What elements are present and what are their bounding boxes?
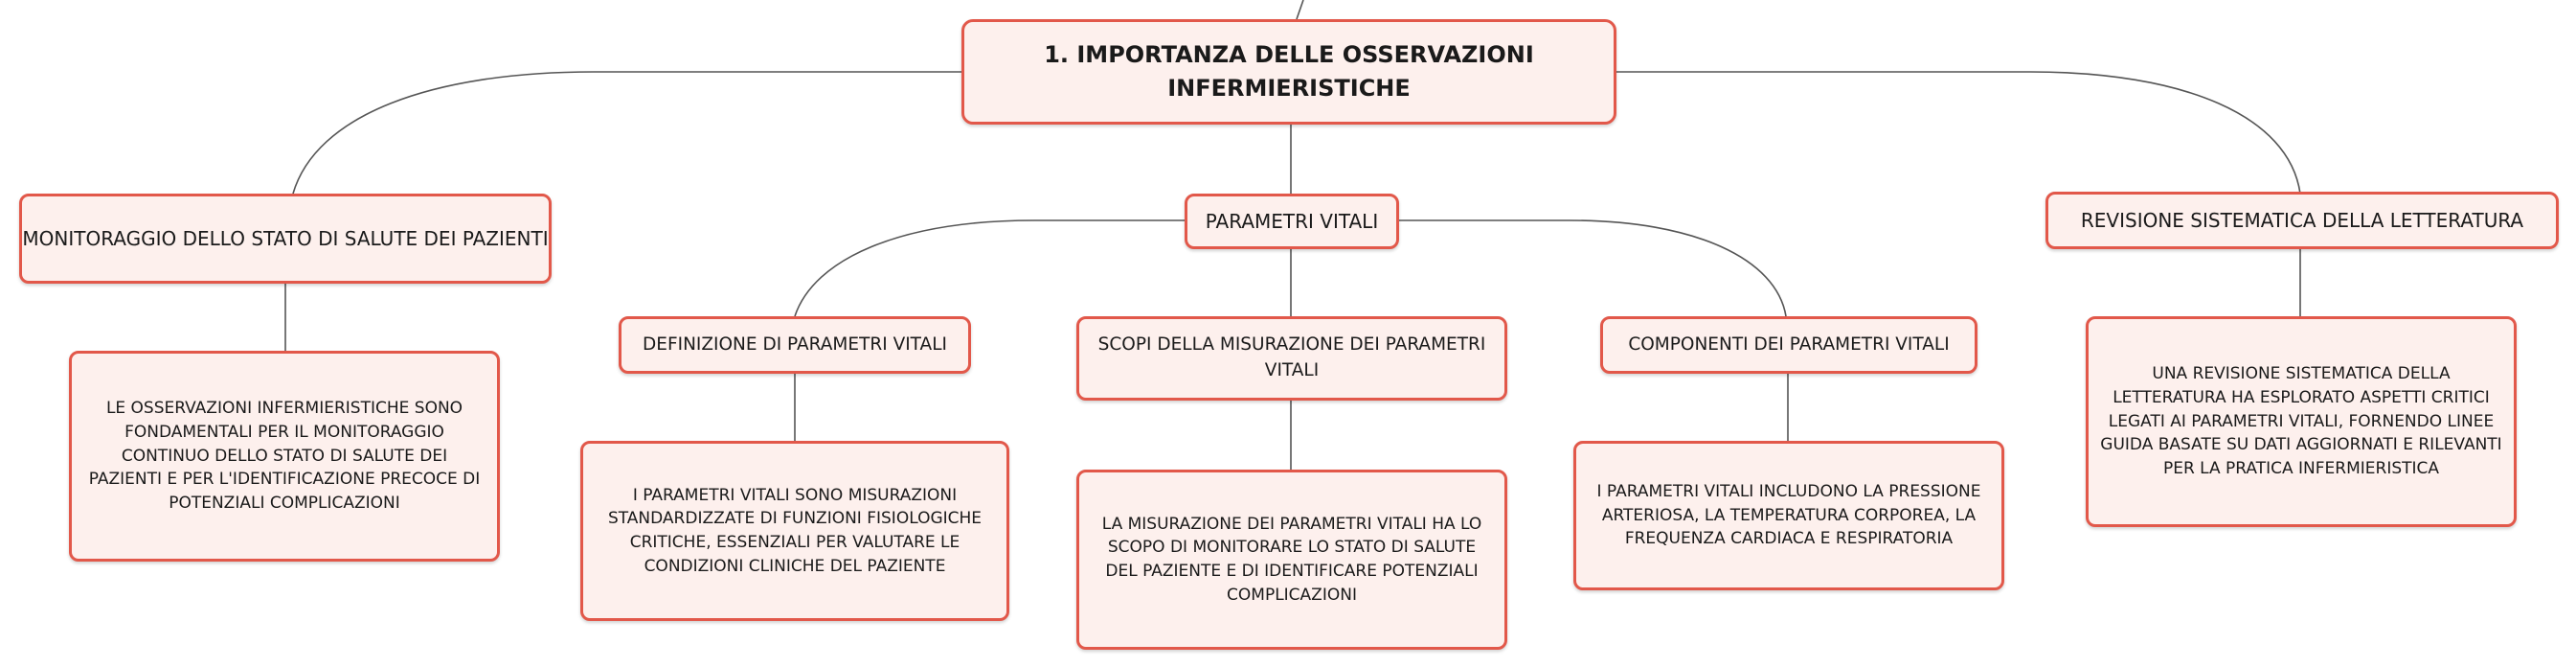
note-scopi[interactable] [1076, 470, 1507, 650]
topic-scopi-label: SCOPI DELLA MISURAZIONE DEI PARAMETRI VITALI [1097, 334, 1486, 380]
topic-definizione[interactable] [619, 316, 971, 374]
topic-parametri-vitali-label: PARAMETRI VITALI [1205, 209, 1379, 233]
note-componenti-text: I PARAMETRI VITALI INCLUDONO LA PRESSIONE ARTERIOSA, LA TEMPERATURA CORPOREA, LA FREQUENZA CARDIACA E RESPIRATORIA [1596, 482, 1981, 549]
topic-parametri-vitali[interactable] [1185, 194, 1399, 249]
note-revisione-text: UNA REVISIONE SISTEMATICA DELLA LETTERATURA HA ESPLORATO ASPETTI CRITICI LEGATI AI PARAMETRI VITALI, FORNENDO LINEE GUIDA BASATE SU DATI AGGIORNATI E RILEVANTI PER LA PRATICA INFERMIERISTICA [2100, 364, 2502, 478]
connector-parent-root [1297, 0, 1303, 19]
connector-parametri-componenti [1397, 220, 1786, 316]
topic-componenti-label: COMPONENTI DEI PARAMETRI VITALI [1628, 334, 1950, 355]
topic-scopi[interactable] [1076, 316, 1507, 401]
note-monitoraggio[interactable] [69, 351, 500, 562]
note-revisione[interactable] [2086, 316, 2517, 527]
root-topic-title: 1. IMPORTANZA DELLE OSSERVAZIONI INFERMIERISTICHE [1044, 41, 1534, 102]
root-topic[interactable] [961, 19, 1616, 125]
note-definizione[interactable] [580, 441, 1009, 621]
topic-componenti[interactable] [1600, 316, 1977, 374]
topic-monitoraggio-label: MONITORAGGIO DELLO STATO DI SALUTE DEI PAZIENTI [22, 226, 549, 250]
note-monitoraggio-text: LE OSSERVAZIONI INFERMIERISTICHE SONO FONDAMENTALI PER IL MONITORAGGIO CONTINUO DELLO STATO DI SALUTE DEI PAZIENTI E PER L'IDENTIFICAZIONE PRECOCE DI POTENZIALI COMPLICAZIONI [88, 399, 481, 513]
topic-monitoraggio[interactable] [19, 194, 552, 284]
note-definizione-text: I PARAMETRI VITALI SONO MISURAZIONI STANDARDIZZATE DI FUNZIONI FISIOLOGICHE CRITICHE, ESSENZIALI PER VALUTARE LE CONDIZIONI CLINICHE DEL PAZIENTE [607, 485, 983, 576]
connector-parametri-definizione [795, 220, 1185, 316]
topic-revisione-label: REVISIONE SISTEMATICA DELLA LETTERATURA [2080, 208, 2524, 232]
topic-revisione[interactable] [2045, 192, 2559, 249]
note-componenti[interactable] [1573, 441, 2004, 590]
topic-definizione-label: DEFINIZIONE DI PARAMETRI VITALI [643, 334, 947, 355]
connector-root-monitoraggio [293, 72, 961, 194]
note-scopi-text: LA MISURAZIONE DEI PARAMETRI VITALI HA LO SCOPO DI MONITORARE LO STATO DI SALUTE DEL PAZIENTE E DI IDENTIFICARE POTENZIALI COMPLICAZIONI [1101, 514, 1482, 605]
connector-root-revisione [1616, 72, 2300, 194]
